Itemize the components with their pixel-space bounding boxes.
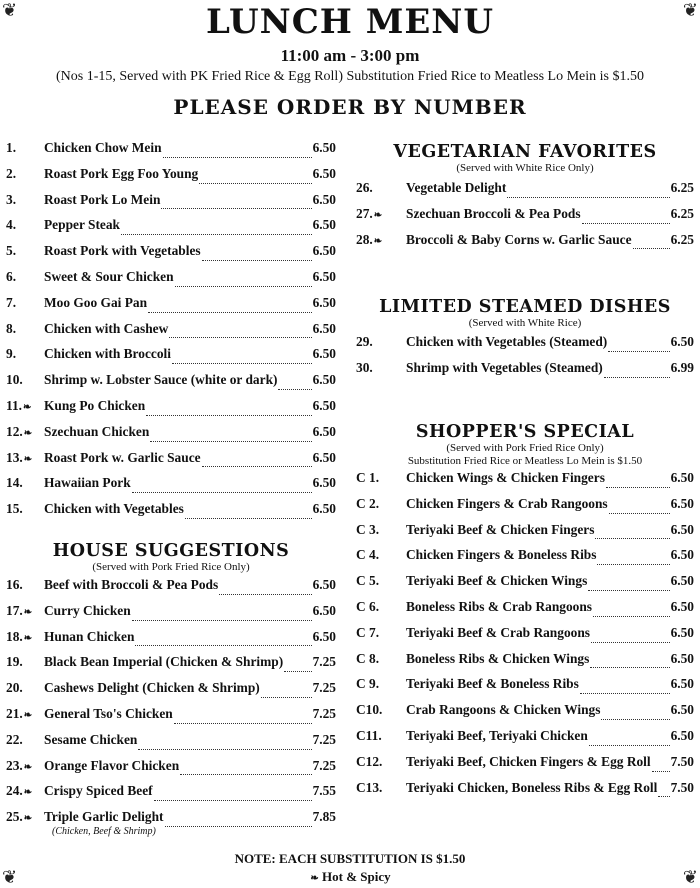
item-price: 7.25 bbox=[312, 680, 336, 696]
steamed-heading: LIMITED STEAMED DISHES bbox=[379, 297, 671, 318]
item-number: 6. bbox=[6, 268, 17, 284]
vegetarian-subtitle: (Served with White Rice Only) bbox=[456, 162, 594, 174]
dot-leader bbox=[132, 619, 312, 621]
item-name: Sweet & Sour Chicken bbox=[44, 268, 174, 284]
order-instruction: PLEASE ORDER BY NUMBER bbox=[173, 95, 527, 119]
item-price: 6.50 bbox=[670, 547, 694, 563]
dot-leader bbox=[132, 491, 312, 493]
menu-item-row bbox=[356, 702, 694, 728]
item-name: Teriyaki Beef, Teriyaki Chicken bbox=[406, 727, 588, 743]
shopper-special-subtitle: (Served with Pork Fried Rice Only) bbox=[446, 441, 604, 454]
item-name: Boneless Ribs & Chicken Wings bbox=[406, 650, 590, 666]
dot-leader bbox=[595, 537, 669, 539]
menu-item-row bbox=[6, 346, 336, 372]
chili-pepper-icon: ❧ bbox=[23, 606, 33, 618]
dot-leader bbox=[507, 196, 669, 198]
house-suggestions-heading: HOUSE SUGGESTIONS bbox=[52, 540, 290, 561]
menu-item-row bbox=[356, 754, 694, 780]
dot-leader bbox=[606, 486, 670, 488]
item-name: Broccoli & Baby Corns w. Garlic Sauce bbox=[406, 231, 632, 247]
dot-leader bbox=[219, 593, 311, 595]
dot-leader bbox=[658, 795, 669, 797]
item-name: Crab Rangoons & Chicken Wings bbox=[406, 702, 601, 718]
item-number: 17. ❧ bbox=[6, 602, 33, 618]
menu-item-row bbox=[6, 783, 336, 809]
item-name: General Tso's Chicken bbox=[44, 705, 173, 721]
right-column bbox=[356, 140, 694, 805]
item-number: C 3. bbox=[356, 521, 380, 537]
item-price: 6.50 bbox=[312, 268, 336, 284]
item-name: Triple Garlic Delight bbox=[44, 809, 164, 825]
item-price: 6.50 bbox=[312, 576, 336, 592]
item-number: C 7. bbox=[356, 624, 380, 640]
item-name: Szechuan Chicken bbox=[44, 423, 150, 439]
dot-leader bbox=[608, 350, 669, 352]
chili-pepper-icon: ❧ bbox=[23, 401, 32, 413]
item-number: C 8. bbox=[356, 650, 380, 666]
menu-item-row bbox=[6, 217, 336, 243]
item-number: 23. ❧ bbox=[6, 757, 33, 773]
item-number: 18. ❧ bbox=[6, 628, 33, 644]
item-price: 6.50 bbox=[670, 650, 694, 666]
item-price: 6.99 bbox=[670, 360, 694, 376]
item-name: Teriyaki Beef, Chicken Fingers & Egg Roll bbox=[406, 753, 651, 769]
steamed-subtitle: (Served with White Rice) bbox=[468, 317, 582, 330]
legend-label: Hot & Spicy bbox=[322, 869, 391, 884]
house-item-list bbox=[6, 577, 336, 838]
dot-leader bbox=[633, 247, 670, 249]
menu-item-row bbox=[356, 334, 694, 360]
item-price: 6.25 bbox=[670, 180, 694, 195]
vegetarian-item-list bbox=[356, 180, 694, 257]
menu-item-row bbox=[6, 450, 336, 476]
dot-leader bbox=[590, 666, 669, 668]
menu-item-row bbox=[6, 140, 336, 166]
menu-item-row bbox=[356, 360, 694, 386]
vegetarian-heading: VEGETARIAN FAVORITES bbox=[393, 142, 657, 162]
item-price: 7.85 bbox=[312, 809, 336, 825]
item-number: 8. bbox=[6, 320, 17, 336]
dot-leader bbox=[604, 376, 670, 378]
item-price: 6.50 bbox=[670, 573, 694, 589]
item-name: Vegetable Delight bbox=[406, 180, 507, 195]
item-price: 6.50 bbox=[312, 294, 336, 310]
item-number: 16. bbox=[6, 576, 23, 592]
menu-item-row bbox=[6, 192, 336, 218]
menu-item-row bbox=[6, 732, 336, 758]
dot-leader bbox=[169, 336, 311, 338]
menu-item-row bbox=[356, 573, 694, 599]
item-number: 13. ❧ bbox=[6, 449, 33, 465]
item-price: 7.55 bbox=[312, 783, 336, 799]
item-number: 15. bbox=[6, 501, 23, 517]
item-price: 6.50 bbox=[312, 191, 336, 207]
shopper-special-substitution: Substitution Fried Rice or Meatless Lo Mein is $1.50 bbox=[407, 454, 643, 467]
dot-leader bbox=[161, 207, 311, 209]
item-name: Hunan Chicken bbox=[44, 628, 135, 644]
item-name: Chicken with Cashew bbox=[44, 320, 169, 336]
item-number: 4. bbox=[6, 217, 17, 233]
chili-pepper-icon: ❧ bbox=[23, 709, 33, 721]
item-price: 6.50 bbox=[670, 521, 694, 537]
item-number: 9. bbox=[6, 346, 17, 362]
dot-leader bbox=[135, 644, 311, 646]
dot-leader bbox=[588, 589, 669, 591]
item-price: 6.50 bbox=[670, 624, 694, 640]
item-name: Roast Pork Egg Foo Young bbox=[44, 165, 199, 181]
item-number: 27. ❧ bbox=[356, 205, 383, 221]
item-price: 6.50 bbox=[670, 334, 694, 350]
item-name: Teriyaki Beef & Crab Rangoons bbox=[406, 624, 591, 640]
item-number: 22. bbox=[6, 731, 23, 747]
item-name: Chicken with Vegetables bbox=[44, 501, 184, 517]
item-price: 6.50 bbox=[312, 423, 336, 439]
dot-leader bbox=[146, 414, 311, 416]
item-price: 6.50 bbox=[312, 602, 336, 618]
chili-pepper-icon: ❧ bbox=[23, 427, 33, 439]
item-number: C 4. bbox=[356, 547, 380, 563]
item-name: Hawaiian Pork bbox=[44, 475, 131, 491]
dot-leader bbox=[154, 799, 312, 801]
item-name: Boneless Ribs & Crab Rangoons bbox=[406, 598, 593, 614]
item-price: 7.25 bbox=[312, 705, 336, 721]
dot-leader bbox=[174, 722, 312, 724]
menu-item-row bbox=[356, 496, 694, 522]
shopper-item-list bbox=[356, 470, 694, 805]
item-price: 6.50 bbox=[312, 475, 336, 491]
item-number: 30. bbox=[356, 360, 373, 376]
item-number: 11. ❧ bbox=[6, 397, 32, 413]
menu-item-row bbox=[6, 629, 336, 655]
dot-leader bbox=[652, 770, 670, 772]
item-number: 2. bbox=[6, 165, 17, 181]
item-name: Kung Po Chicken bbox=[44, 397, 146, 413]
menu-item-row bbox=[6, 475, 336, 501]
lunch-hours: 11:00 am - 3:00 pm bbox=[280, 46, 420, 65]
item-name: Chicken Fingers & Crab Rangoons bbox=[406, 495, 608, 511]
dot-leader bbox=[138, 748, 311, 750]
item-number: C13. bbox=[356, 779, 383, 795]
item-number: 14. bbox=[6, 475, 23, 491]
item-name: Chicken Fingers & Boneless Ribs bbox=[406, 547, 597, 563]
item-name: Cashews Delight (Chicken & Shrimp) bbox=[44, 680, 260, 696]
item-number: C12. bbox=[356, 753, 383, 769]
menu-item-row bbox=[6, 424, 336, 450]
hot-spicy-legend bbox=[0, 869, 700, 885]
item-price: 6.50 bbox=[312, 346, 336, 362]
item-name: Teriyaki Beef & Chicken Fingers bbox=[406, 521, 595, 537]
substitution-note: NOTE: EACH SUBSTITUTION IS $1.50 bbox=[234, 851, 466, 866]
item-price: 6.50 bbox=[670, 702, 694, 718]
menu-item-row bbox=[6, 166, 336, 192]
dot-leader bbox=[591, 641, 670, 643]
item-name: Szechuan Broccoli & Pea Pods bbox=[406, 205, 581, 221]
dot-leader bbox=[593, 615, 670, 617]
item-price: 6.50 bbox=[312, 243, 336, 259]
item-number: 10. bbox=[6, 372, 23, 388]
item-price: 6.50 bbox=[312, 372, 336, 388]
item-number: 24. ❧ bbox=[6, 783, 33, 799]
item-price: 6.50 bbox=[670, 495, 694, 511]
steamed-item-list bbox=[356, 334, 694, 386]
menu-item-row bbox=[356, 625, 694, 651]
item-price: 6.50 bbox=[670, 469, 694, 485]
item-name: Pepper Steak bbox=[44, 217, 121, 233]
menu-item-row bbox=[356, 180, 694, 206]
item-price: 6.50 bbox=[312, 217, 336, 233]
item-price: 6.50 bbox=[312, 165, 336, 181]
item-price: 6.50 bbox=[312, 628, 336, 644]
dot-leader bbox=[261, 696, 312, 698]
item-price: 6.25 bbox=[670, 231, 694, 247]
item-name: Beef with Broccoli & Pea Pods bbox=[44, 576, 219, 592]
shopper-special-heading: SHOPPER'S SPECIAL bbox=[415, 421, 635, 442]
lunch-note: (Nos 1-15, Served with PK Fried Rice & Egg Roll) Substitution Fried Rice to Meatless Lo Mein is $1.50 bbox=[56, 69, 644, 84]
item-number: 5. bbox=[6, 243, 17, 259]
item-price: 7.25 bbox=[312, 654, 336, 670]
menu-item-row bbox=[6, 295, 336, 321]
corner-ornament-icon: ❦ bbox=[682, 0, 698, 20]
item-price: 6.50 bbox=[670, 676, 694, 692]
item-name: Sesame Chicken bbox=[44, 731, 138, 747]
menu-item-row bbox=[6, 501, 336, 527]
menu-item-row bbox=[6, 398, 336, 424]
chili-pepper-icon: ❧ bbox=[23, 787, 33, 799]
menu-item-row bbox=[6, 654, 336, 680]
item-name: Orange Flavor Chicken bbox=[44, 757, 180, 773]
dot-leader bbox=[284, 670, 311, 672]
item-price: 7.50 bbox=[670, 753, 694, 769]
item-price: 6.50 bbox=[670, 598, 694, 614]
item-price: 7.25 bbox=[312, 757, 336, 773]
item-number: C 2. bbox=[356, 495, 380, 511]
dot-leader bbox=[582, 222, 670, 224]
dot-leader bbox=[175, 285, 312, 287]
menu-title: LUNCH MENU bbox=[205, 2, 495, 42]
corner-ornament-icon: ❦ bbox=[682, 867, 698, 887]
item-number: C 1. bbox=[356, 469, 380, 485]
dot-leader bbox=[180, 773, 311, 775]
dot-leader bbox=[150, 440, 311, 442]
chili-pepper-icon: ❧ bbox=[23, 453, 33, 465]
dot-leader bbox=[202, 465, 312, 467]
dot-leader bbox=[163, 156, 312, 158]
left-column bbox=[6, 140, 336, 838]
item-number: C11. bbox=[356, 727, 382, 743]
menu-item-row bbox=[356, 547, 694, 573]
item-number: 7. bbox=[6, 294, 17, 310]
item-price: 7.50 bbox=[670, 779, 694, 795]
menu-item-row bbox=[6, 680, 336, 706]
item-name: Teriyaki Beef & Boneless Ribs bbox=[406, 676, 579, 692]
menu-item-row bbox=[6, 758, 336, 784]
item-name: Chicken Chow Mein bbox=[44, 140, 162, 155]
menu-item-row bbox=[356, 728, 694, 754]
menu-item-row bbox=[6, 321, 336, 347]
item-price: 6.50 bbox=[312, 501, 336, 517]
item-number: 12. ❧ bbox=[6, 423, 33, 439]
item-price: 6.50 bbox=[670, 727, 694, 743]
menu-item-row bbox=[356, 470, 694, 496]
dot-leader bbox=[597, 563, 669, 565]
item-price: 6.50 bbox=[312, 320, 336, 336]
chili-pepper-icon: ❧ bbox=[23, 813, 33, 825]
menu-item-row bbox=[6, 243, 336, 269]
chili-pepper-icon: ❧ bbox=[373, 209, 383, 221]
menu-item-row bbox=[356, 522, 694, 548]
chili-pepper-icon: ❧ bbox=[23, 632, 33, 644]
item-name: Curry Chicken bbox=[44, 602, 131, 618]
item-name: Chicken with Broccoli bbox=[44, 346, 171, 362]
menu-item-row bbox=[356, 232, 694, 258]
item-price: 6.50 bbox=[312, 449, 336, 465]
item-number: 19. bbox=[6, 654, 23, 670]
item-number: C 5. bbox=[356, 573, 380, 589]
item-number: 21. ❧ bbox=[6, 705, 33, 721]
menu-item-row bbox=[6, 269, 336, 295]
dot-leader bbox=[580, 692, 670, 694]
item-number: 3. bbox=[6, 191, 17, 207]
menu-item-row bbox=[6, 603, 336, 629]
item-name: Shrimp w. Lobster Sauce (white or dark) bbox=[44, 372, 278, 388]
menu-item-row bbox=[356, 599, 694, 625]
item-name: Black Bean Imperial (Chicken & Shrimp) bbox=[44, 654, 284, 670]
menu-item-row bbox=[356, 206, 694, 232]
item-name: Crispy Spiced Beef bbox=[44, 783, 153, 799]
item-number: 29. bbox=[356, 334, 373, 350]
dot-leader bbox=[278, 388, 311, 390]
dot-leader bbox=[148, 311, 312, 313]
item-name: Chicken with Vegetables (Steamed) bbox=[406, 334, 608, 350]
corner-ornament-icon: ❦ bbox=[2, 867, 18, 887]
dot-leader bbox=[165, 825, 312, 827]
dot-leader bbox=[185, 517, 312, 519]
item-price: 6.50 bbox=[312, 140, 336, 155]
item-name: Moo Goo Gai Pan bbox=[44, 294, 148, 310]
item-name: Roast Pork w. Garlic Sauce bbox=[44, 449, 201, 465]
item-number: 26. bbox=[356, 180, 373, 195]
dot-leader bbox=[202, 259, 312, 261]
item-name: Shrimp with Vegetables (Steamed) bbox=[406, 360, 603, 376]
item-number: C 6. bbox=[356, 598, 380, 614]
item-name: Roast Pork with Vegetables bbox=[44, 243, 201, 259]
item-note: (Chicken, Beef & Shrimp) bbox=[52, 825, 156, 837]
menu-item-row bbox=[6, 372, 336, 398]
lunch-item-list bbox=[6, 140, 336, 527]
chili-pepper-icon: ❧ bbox=[23, 761, 33, 773]
item-price: 6.25 bbox=[670, 205, 694, 221]
item-name: Teriyaki Beef & Chicken Wings bbox=[406, 573, 588, 589]
item-price: 7.25 bbox=[312, 731, 336, 747]
dot-leader bbox=[589, 744, 670, 746]
dot-leader bbox=[601, 718, 669, 720]
menu-item-row bbox=[356, 651, 694, 677]
corner-ornament-icon: ❦ bbox=[2, 0, 18, 20]
item-name: Teriyaki Chicken, Boneless Ribs & Egg Roll bbox=[406, 779, 658, 795]
menu-item-row bbox=[356, 676, 694, 702]
dot-leader bbox=[609, 512, 670, 514]
dot-leader bbox=[172, 362, 312, 364]
house-suggestions-subtitle: (Served with Pork Fried Rice Only) bbox=[92, 560, 250, 573]
item-number: C 9. bbox=[356, 676, 380, 692]
item-name: Roast Pork Lo Mein bbox=[44, 191, 161, 207]
menu-item-row bbox=[356, 780, 694, 806]
item-number: 28. ❧ bbox=[356, 231, 383, 247]
item-price: 6.50 bbox=[312, 397, 336, 413]
menu-item-row bbox=[6, 706, 336, 732]
menu-item-row bbox=[6, 577, 336, 603]
item-name: Chicken Wings & Chicken Fingers bbox=[406, 469, 605, 485]
dot-leader bbox=[199, 182, 311, 184]
dot-leader bbox=[121, 233, 312, 235]
item-number: 25. ❧ bbox=[6, 809, 33, 825]
chili-pepper-icon: ❧ bbox=[310, 873, 319, 884]
item-number: 20. bbox=[6, 680, 23, 696]
item-number: 1. bbox=[6, 140, 17, 155]
item-number: C10. bbox=[356, 702, 383, 718]
chili-pepper-icon: ❧ bbox=[373, 235, 383, 247]
